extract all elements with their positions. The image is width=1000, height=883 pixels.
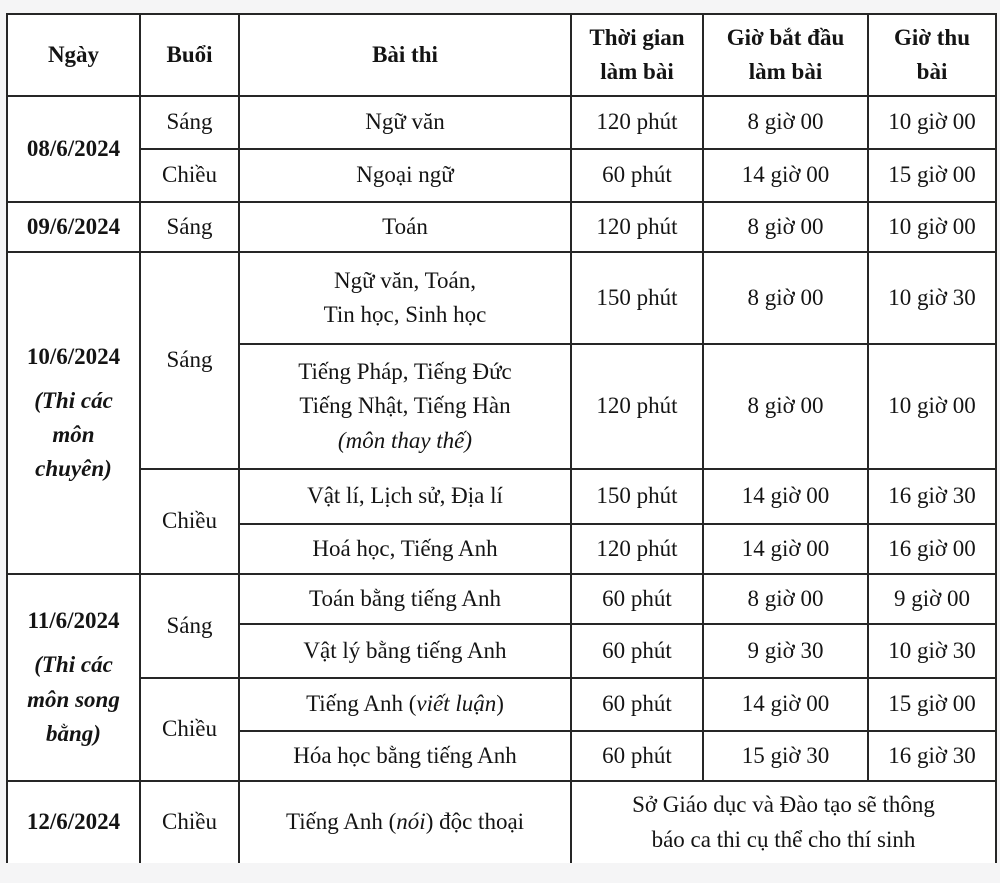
cell-line [245, 210, 565, 244]
table-row [7, 469, 996, 524]
cell-line [874, 105, 990, 139]
subject-cell [239, 469, 571, 524]
text-segment: Tiếng Pháp, Tiếng Đức [298, 359, 512, 385]
start-time-cell [703, 574, 868, 624]
cell-line [146, 105, 233, 139]
text-segment: Tiếng Nhật, Tiếng Hàn [299, 393, 511, 419]
text-segment: (Thi các [34, 652, 113, 678]
text-segment: 08/6/2024 [26, 135, 121, 161]
cell-line [874, 532, 990, 566]
text-segment: chuyên) [35, 456, 112, 482]
text-segment: Tiếng Anh ( [285, 809, 397, 835]
text-segment: 14 giờ 00 [741, 162, 830, 188]
cell-line [577, 158, 697, 192]
cell-line [874, 158, 990, 192]
subject-cell [239, 202, 571, 252]
cell-line [577, 389, 697, 423]
text-segment: 15 giờ 00 [888, 691, 976, 717]
cell-line [709, 687, 862, 721]
cell-line [874, 389, 990, 423]
cell-line [245, 479, 565, 513]
cell-line [245, 424, 565, 458]
header-line: làm bài [600, 59, 674, 84]
text-segment: 60 phút [602, 637, 672, 663]
start-time-cell [703, 202, 868, 252]
text-segment: môn [52, 422, 95, 447]
cell-line [245, 355, 565, 389]
duration-cell [571, 202, 703, 252]
table-row [7, 252, 996, 344]
cell-line [874, 739, 990, 773]
duration-cell [571, 344, 703, 469]
text-segment: Hóa học bằng tiếng Anh [293, 742, 517, 768]
duration-cell [571, 678, 703, 731]
text-segment: 10 giờ 00 [888, 393, 976, 419]
table-row [7, 678, 996, 731]
text-segment: 16 giờ 00 [888, 535, 976, 561]
cell-line [577, 687, 697, 721]
collect-time-cell [868, 624, 996, 678]
table-row [7, 96, 996, 149]
date-cell [7, 96, 140, 202]
cell-line [709, 105, 862, 139]
text-segment: 60 phút [602, 162, 672, 188]
duration-cell [571, 96, 703, 149]
text-segment: (môn thay thế) [337, 427, 473, 453]
column-header-baithi [239, 14, 571, 96]
cell-line [709, 158, 862, 192]
table-row [7, 574, 996, 624]
session-cell [140, 469, 239, 574]
subject-cell [239, 344, 571, 469]
cell-line [577, 281, 697, 315]
collect-time-cell [868, 252, 996, 344]
column-header-buoi [140, 14, 239, 96]
text-segment: 11/6/2024 [27, 608, 120, 634]
duration-cell [571, 624, 703, 678]
collect-time-cell [868, 574, 996, 624]
collect-time-cell [868, 731, 996, 781]
text-segment: 9 giờ 30 [747, 637, 824, 663]
cell-line [146, 504, 233, 538]
cell-line [245, 389, 565, 423]
cell-line [874, 687, 990, 721]
text-segment: Sáng [166, 109, 213, 135]
cell-line [709, 634, 862, 668]
cell-line [13, 132, 134, 166]
cell-line [13, 210, 134, 244]
text-segment: nói [396, 809, 426, 835]
cell-line [13, 340, 134, 374]
collect-time-cell [868, 344, 996, 469]
duration-cell [571, 252, 703, 344]
text-segment: 8 giờ 00 [747, 109, 824, 135]
duration-cell [571, 524, 703, 574]
cell-line [245, 532, 565, 566]
cell-line [13, 805, 134, 839]
subject-cell [239, 781, 571, 863]
text-segment: 09/6/2024 [26, 213, 121, 239]
header-line: Buổi [166, 41, 213, 67]
text-segment: Chiều [162, 508, 217, 534]
text-segment: 16 giờ 30 [888, 483, 976, 509]
session-cell [140, 149, 239, 202]
cell-line [245, 158, 565, 192]
text-segment: bằng) [46, 720, 101, 746]
text-segment: 120 phút [596, 393, 678, 419]
cell-line [709, 739, 862, 773]
text-segment: ) [496, 691, 504, 717]
text-segment: 14 giờ 00 [741, 483, 830, 509]
cell-line [245, 634, 565, 668]
text-segment: Ngoại ngữ [356, 162, 454, 188]
text-segment: Vật lí, Lịch sử, Địa lí [307, 483, 503, 509]
text-segment: Chiều [162, 809, 217, 835]
start-time-cell [703, 344, 868, 469]
duration-cell [571, 731, 703, 781]
cell-line [245, 105, 565, 139]
cell-line [245, 298, 565, 332]
cell-line [874, 281, 990, 315]
text-segment: Sáng [166, 347, 213, 373]
table-row [7, 149, 996, 202]
cell-line [709, 281, 862, 315]
cell-line [146, 609, 233, 643]
note-cell [571, 781, 996, 863]
text-segment: 150 phút [596, 284, 678, 310]
subject-cell [239, 731, 571, 781]
header-line: Bài thi [372, 41, 438, 67]
cell-line [709, 479, 862, 513]
text-segment: Tiếng Anh ( [306, 691, 417, 717]
text-segment: 150 phút [596, 483, 678, 509]
text-segment: 15 giờ 00 [888, 162, 976, 188]
collect-time-cell [868, 678, 996, 731]
text-segment: Hoá học, Tiếng Anh [312, 535, 498, 561]
cell-line [146, 805, 233, 839]
text-segment: 60 phút [602, 742, 672, 768]
cell-line [13, 418, 134, 452]
text-segment: Chiều [162, 716, 217, 742]
cell-line [577, 532, 697, 566]
date-cell [7, 781, 140, 863]
text-segment: Ngữ văn, Toán, [333, 267, 477, 293]
text-segment: Toán [382, 213, 428, 239]
text-segment: 10 giờ 30 [888, 284, 976, 310]
text-segment: Vật lý bằng tiếng Anh [303, 637, 507, 663]
text-segment: 120 phút [596, 213, 678, 239]
cell-line [709, 532, 862, 566]
column-header-giobatdau [703, 14, 868, 96]
header-row [7, 14, 996, 96]
text-segment: 120 phút [596, 109, 678, 135]
cell-line [245, 687, 565, 721]
subject-cell [239, 678, 571, 731]
text-segment: 12/6/2024 [26, 809, 121, 835]
cell-line [13, 384, 134, 418]
cell-line [709, 582, 862, 616]
cell-line [146, 210, 233, 244]
text-segment: 60 phút [602, 691, 672, 717]
text-segment: môn song [27, 686, 120, 712]
text-segment: 9 giờ 00 [893, 585, 971, 611]
start-time-cell [703, 731, 868, 781]
text-segment: Sáng [166, 213, 213, 239]
cell-line [874, 479, 990, 513]
text-segment: Ngữ văn [365, 109, 445, 135]
cell-line [577, 788, 990, 822]
text-segment: viết luận [416, 691, 497, 717]
text-segment: 8 giờ 00 [747, 213, 824, 239]
date-cell [7, 202, 140, 252]
cell-line [13, 717, 134, 751]
text-segment: báo ca thi cụ thể cho thí sinh [651, 826, 916, 852]
cell-line [577, 582, 697, 616]
date-cell [7, 252, 140, 574]
column-header-giothu [868, 14, 996, 96]
collect-time-cell [868, 96, 996, 149]
text-segment: 120 phút [596, 535, 678, 561]
cell-line [146, 712, 233, 746]
text-segment: Sáng [166, 612, 213, 638]
session-cell [140, 96, 239, 149]
column-header-ngay [7, 14, 140, 96]
header-line: Ngày [47, 41, 100, 67]
collect-time-cell [868, 524, 996, 574]
cell-line [577, 634, 697, 668]
start-time-cell [703, 524, 868, 574]
cell-line [709, 389, 862, 423]
cell-line [874, 634, 990, 668]
subject-cell [239, 149, 571, 202]
table-row [7, 781, 996, 863]
text-segment: 8 giờ 00 [747, 393, 824, 419]
text-segment: Toán bằng tiếng Anh [309, 585, 501, 611]
text-segment: Chiều [162, 162, 217, 188]
text-segment: Sở Giáo dục và Đào tạo sẽ thông [632, 792, 935, 818]
text-segment: 10 giờ 30 [888, 637, 976, 663]
cell-line [577, 105, 697, 139]
cell-line [245, 739, 565, 773]
column-header-thoigian [571, 14, 703, 96]
cell-line [245, 264, 565, 298]
text-segment: 10 giờ 00 [888, 213, 976, 239]
start-time-cell [703, 469, 868, 524]
cell-line [13, 648, 134, 682]
duration-cell [571, 469, 703, 524]
text-segment: (Thi các [34, 387, 113, 413]
header-line: Giờ thu [893, 24, 970, 50]
cell-line [13, 604, 134, 638]
text-segment: 8 giờ 00 [747, 585, 824, 611]
header-line: làm bài [748, 59, 823, 84]
session-cell [140, 202, 239, 252]
cell-line [146, 343, 233, 377]
cell-line [709, 210, 862, 244]
cell-line [245, 805, 565, 839]
header-line: Thời gian [589, 24, 685, 50]
text-segment: 60 phút [602, 585, 672, 611]
session-cell [140, 252, 239, 469]
subject-cell [239, 624, 571, 678]
session-cell [140, 781, 239, 863]
text-segment: 14 giờ 00 [741, 691, 830, 717]
duration-cell [571, 149, 703, 202]
duration-cell [571, 574, 703, 624]
subject-cell [239, 524, 571, 574]
date-cell [7, 574, 140, 781]
cell-line [13, 452, 134, 486]
subject-cell [239, 96, 571, 149]
cell-line [245, 582, 565, 616]
subject-cell [239, 574, 571, 624]
text-segment: 8 giờ 00 [747, 284, 824, 310]
cell-line [146, 158, 233, 192]
text-segment: Tin học, Sinh học [323, 302, 487, 327]
text-segment: 14 giờ 00 [741, 535, 830, 561]
text-segment: 10/6/2024 [26, 343, 121, 369]
table-body [7, 96, 996, 863]
cell-line [577, 479, 697, 513]
cell-line [874, 582, 990, 616]
start-time-cell [703, 252, 868, 344]
start-time-cell [703, 96, 868, 149]
text-segment: 10 giờ 00 [888, 109, 976, 135]
session-cell [140, 678, 239, 781]
start-time-cell [703, 678, 868, 731]
collect-time-cell [868, 469, 996, 524]
text-segment: ) độc thoại [425, 809, 525, 835]
header-line: Giờ bắt đầu [726, 24, 845, 50]
collect-time-cell [868, 149, 996, 202]
text-segment: 15 giờ 30 [741, 742, 830, 768]
start-time-cell [703, 624, 868, 678]
cell-line [577, 210, 697, 244]
collect-time-cell [868, 202, 996, 252]
cell-line [577, 823, 990, 857]
table-row [7, 202, 996, 252]
table-header [7, 14, 996, 96]
cell-line [13, 683, 134, 717]
cell-line [874, 210, 990, 244]
text-segment: 16 giờ 30 [888, 742, 976, 768]
subject-cell [239, 252, 571, 344]
cell-line [577, 739, 697, 773]
exam-schedule-table [6, 13, 997, 863]
start-time-cell [703, 149, 868, 202]
session-cell [140, 574, 239, 678]
header-line: bài [916, 59, 948, 84]
